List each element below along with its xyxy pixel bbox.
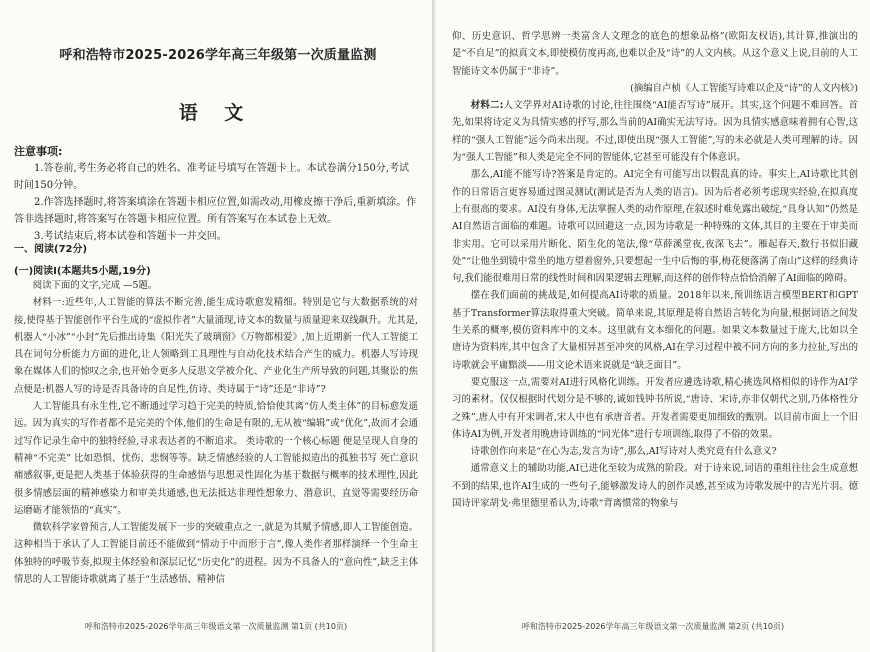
exam-title: 呼和浩特市2025-2026学年高三年级第一次质量监测 — [59, 48, 377, 63]
paragraph: 要克服这一点,需要对AI进行风格化训练。开发者应遴选诗歌,精心挑选风格相似的诗作为AI学习的素材。仅仅根据时代划分是不够的,诚如钱钟书所说,“唐诗、宋诗,亦非仅朝代之别,乃体格性分之殊”,唐人中有开宋调者,宋人中也有承唐音者。开发者需要更加细致的甄别。以目前市面上一个旧体诗AI为例,开发者用晚唐诗训练的“同光体”进行专项训练,取得了不俗的效果。 — [452, 376, 858, 440]
paragraph: 仰、历史意识、哲学思辨一类富含人文理念的底色的想象品格”(欧阳友权语),其计算,推演出的是“不自足”的拟真文本,即使模仿度再高,也难以企及“诗”的人文内核。从这个意义上说,目前的人工智能诗文本仍属于“非诗”。 — [452, 31, 858, 77]
notice-item: 3.考试结束后,将本试卷和答题卡一并交回。 — [34, 231, 227, 242]
notice-title: 注意事项: — [14, 145, 63, 158]
notice-item: 2.作答选择题时,将答案填涂在答题卡相应位置,如需改动,用橡皮擦干净后,重新填涂。作答非选择题时,将答案写在答题卡相应位置。所有答案写在本试卷上无效。 — [14, 197, 417, 225]
reading-passage — [14, 277, 418, 607]
paragraph: 通常意义上的辅助功能,AI已进化至较为成熟的阶段。对于诗来说,词语的重组往往会生成意想不到的结果,也许AI生成的一些句子,能够激发诗人的创作灵感,甚至成为诗歌发展中的吉光片羽。德国诗评家胡戈·弗里德里希认为,诗歌“背离惯常的物象与 — [452, 463, 858, 510]
material2-text: 人文学界对AI诗歌的讨论,往往围绕“AI能否写诗”展开。其实,这个问题不难回答。首先,如果将诗定义为具情实感的抒写,那么当前的AI确实无法写诗。因为具情实感意味着拥有心智,这样的“强人工智能”远今尚未出现。不过,即使出现“强人工智能”,写的未必就是人类可理解的诗。因为“强人工智能”和人类是完全不同的智能体,它甚至可能没有个体意识。 — [452, 100, 858, 164]
material2-paragraph — [452, 97, 858, 166]
paragraph: 材料一:近些年,人工智能的算法不断完善,能生成诗歌愈发精细。特别是它与大数据系统的对接,使得基于智能创作平台生成的“虚拟作者”大量涌现,诗文本的数量与质量迎来双线飙升。尤其是,机器人“小冰”“小封”先后推出诗集《阳光失了玻璃窗》《万物都相爱》,加上近期新一代人工智能工具在词句分析能力方面的进化,让人领略到工具理性与自动化技术结合产生的威力。机器人写诗现象在媒体人们的惊叹之余,也开始令更多人反思文学被介化、产业化生产所导致的问题,其聚讼的焦点便是:机器人写的诗是否具备诗的自足性,仿诗、类诗属于“诗”还是“非诗”? — [14, 297, 418, 395]
reading-passage-continued — [452, 28, 858, 616]
citation: (摘编自卢桢《人工智能写诗难以企及“诗”的人文内核》) — [630, 82, 858, 94]
paragraph: 摆在我们面前的挑战是,如何提高AI诗歌的质量。2018年以来,预训练语言模型BERT和GPT基于Transformer算法取得重大突破。简单来说,其原理是将自然语言转化为向量,根据词语之间发生关系的概率,模仿资料库中的文本。这里就有文本细化的问题。如果文本数量过于庞大,比如以全唐诗为资料库,其中包含了大量相异甚至冲突的风格,AI在学习过程中被不同方向的多力拉扯,写出的诗歌就会平庸黯淡——用文论术语来说就是“缺乏面目”。 — [452, 290, 858, 371]
paragraph: 那么,AI能不能写诗?答案是肯定的。AI完全有可能写出以假乱真的诗。事实上,AI诗歌比其创作的日常语言更容易通过图灵测试(测试是否为人类的语言)。因为后者必须考虑现实经验,在拟真度上有很高的要求。AI没有身体,无法掌握人类的动作原理,在叙述时难免露出破绽,“具身认知”仍然是AI自然语言面临的难题。诗歌可以回避这一点,因为诗歌是一种特殊的文体,其目的主要在于审美而非实用。它可以采用片断化、陌生化的笔法,像“草薛溪堂夜,夜深飞去”。雁起春天,数行书似旧藏处”“让他坐到镜中常坐的地方望着窗外,只要想起一生中后悔的事,梅花便落满了南山”这样的经典诗句,我们能很难用日常的线性时间和因果逻辑去理解,而这样的创作特点恰恰消解了AI面临的障碍。 — [452, 169, 858, 285]
subject-heading: 语 文 — [178, 102, 254, 124]
paragraph: 微软科学家曾预言,人工智能发展下一步的突破重点之一,就是为其赋予情感,即人工智能创造。这种相当于承认了人工智能目前还不能做到“情动于中而形于言”,像人类作者那样演绎一个生命主体独特的呼吸节奏,拟现主体经验和深层记忆“历史化”的进程。因为不具备人的“意向性”,缺乏主体情思的人工智能诗歌就离了基于“生活感悟、精神信 — [14, 522, 418, 586]
instruction-text: 阅读下面的文字,完成 —5题。 — [32, 280, 158, 291]
notice-list — [14, 160, 418, 245]
exam-page-1 — [0, 0, 432, 652]
notice-item: 1.答卷前,考生务必将自己的姓名、准考证号填写在答题卡上。本试卷满分150分,考试时间150分钟。 — [14, 163, 409, 191]
exam-page-2 — [436, 0, 870, 652]
subsection-heading: (一)阅读I(本题共5小题,19分) — [14, 266, 151, 277]
material-label: 材料二: — [470, 100, 504, 112]
section-heading: 一、阅读(72分) — [14, 244, 88, 255]
page-footer: 呼和浩特市2025-2026学年高三年级语文第一次质量监测 第1页 (共10页) — [84, 622, 348, 631]
paragraph: 诗歌创作向来是“在心为志,发言为诗”,那么,AI写诗对人类究竟有什么意义? — [470, 446, 777, 458]
paragraph: 人工智能具有永生性,它不断通过学习趋于完美的特质,恰恰使其离“仿人类主体”的目标愈发遥远。因为真实的写作者都不是完美的个体,他们的生命是有限的,无从被“编辑”或“优化”,故而才会通过写作记录生命中的独特经验,寻求表达者的不断追求。 类诗歌的一个核心标题 便是呈现人自身的精神“不完美” 比如恐惧、忧伤、悲悯等等。缺乏情感经验的人工智能拟造出的孤独书写 死亡意识 痛感叙事,更是把人类基于体验获得的生命感悟与思想灵性固化为基于数据与概率的技术理性,因此很多情感层面的精神感染力和审美共通感,也无法抵达非理性想象力、潜意识、直觉等需要经历命运磨砺才能领悟的“真实”。 — [14, 401, 418, 516]
page-footer: 呼和浩特市2025-2026学年高三年级语文第一次质量监测 第2页 (共10页) — [521, 622, 785, 631]
